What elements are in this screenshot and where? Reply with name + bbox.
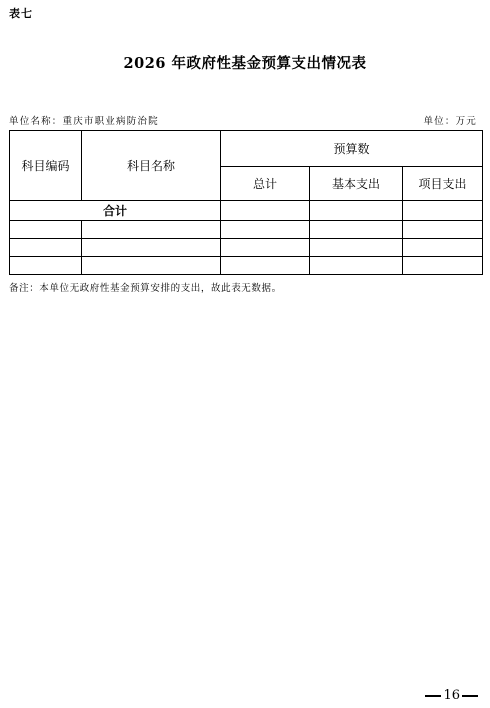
table-row: [10, 257, 483, 275]
table-cell: [221, 221, 310, 239]
document-title: 2026 年政府性基金预算支出情况表: [123, 55, 367, 72]
table-cell: [82, 221, 221, 239]
table-cell: [82, 239, 221, 257]
header-subject-code: 科目编码: [10, 131, 82, 201]
dash-left: [425, 695, 441, 697]
header-row: [10, 131, 483, 167]
header-project-expenditure: 项目支出: [403, 167, 483, 201]
table-cell: [221, 239, 310, 257]
table-cell: [310, 239, 403, 257]
table-cell: [310, 221, 403, 239]
table-cell: [10, 257, 82, 275]
table-label: 表七: [9, 7, 33, 20]
table-cell: [403, 221, 483, 239]
table-cell: [403, 257, 483, 275]
footnote: 备注：本单位无政府性基金预算安排的支出，故此表无数据。: [9, 283, 282, 294]
table-row: [10, 221, 483, 239]
table-row: [10, 239, 483, 257]
budget-table: [9, 130, 483, 275]
table-cell: [310, 257, 403, 275]
page-number-text: 16: [443, 688, 460, 703]
header-basic-expenditure: 基本支出: [310, 167, 403, 201]
table-cell: [10, 221, 82, 239]
unit-of-measure: 单位：万元: [423, 116, 477, 127]
total-cell: [221, 201, 310, 221]
table-cell: [221, 257, 310, 275]
total-cell: [403, 201, 483, 221]
table-cell: [82, 257, 221, 275]
page-number: [425, 688, 478, 703]
header-total: 总计: [221, 167, 310, 201]
header-subject-name: 科目名称: [82, 131, 221, 201]
total-row: [10, 201, 483, 221]
header-budget-group: 预算数: [221, 131, 483, 167]
unit-name: 单位名称：重庆市职业病防治院: [9, 116, 159, 127]
total-label: 合计: [10, 201, 221, 221]
total-cell: [310, 201, 403, 221]
table-cell: [403, 239, 483, 257]
table-cell: [10, 239, 82, 257]
dash-right: [462, 695, 478, 697]
